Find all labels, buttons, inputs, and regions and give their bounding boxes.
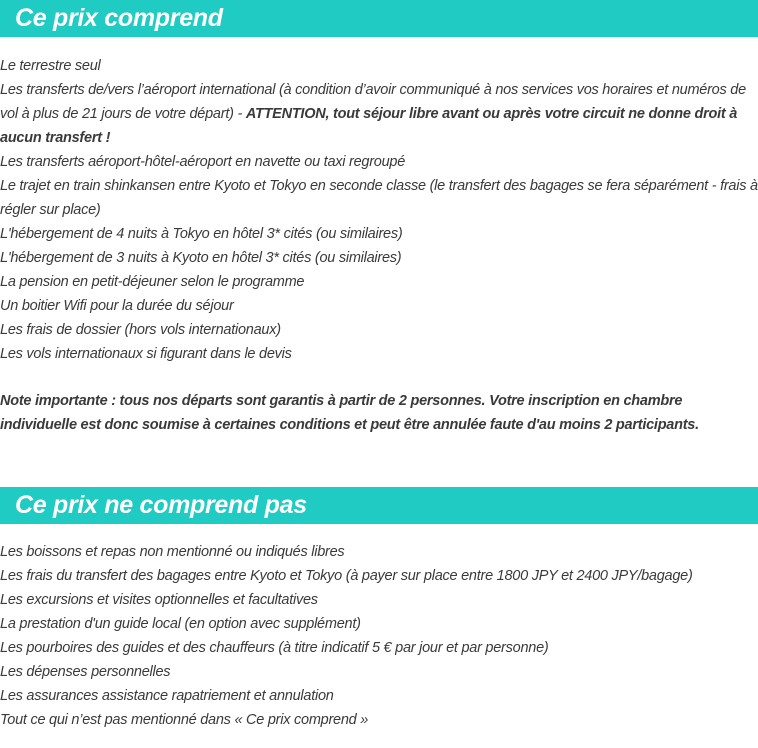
list-item: Un boitier Wifi pour la durée du séjour [0, 298, 234, 314]
list-item-text: Les transferts de/vers l’aéroport international (à condition d’avoir communiqué à nos services vos horaires et numéros de vol à plus de 21 jours de votre départ) - [0, 82, 746, 122]
section-title-excludes: Ce prix ne comprend pas [0, 487, 758, 524]
list-item: Les dépenses personnelles [0, 664, 171, 680]
includes-list [0, 54, 758, 366]
important-note: Note importante : tous nos départs sont garantis à partir de 2 personnes. Votre inscription en chambre individuelle est donc soumise à certaines conditions et peut être annulée faute d'au moins 2 participants. [0, 393, 699, 433]
list-item: Le terrestre seul [0, 58, 101, 74]
excludes-list [0, 540, 758, 732]
section-title-includes: Ce prix comprend [0, 0, 758, 37]
list-item: Les frais du transfert des bagages entre Kyoto et Tokyo (à payer sur place entre 1800 JPY et 2400 JPY/bagage) [0, 568, 693, 584]
list-item: Les frais de dossier (hors vols internationaux) [0, 322, 281, 338]
list-item: La prestation d'un guide local (en option avec supplément) [0, 616, 361, 632]
list-item: Les pourboires des guides et des chauffeurs (à titre indicatif 5 € par jour et par personne) [0, 640, 549, 656]
list-item [0, 78, 758, 150]
list-item: Les vols internationaux si figurant dans le devis [0, 346, 292, 362]
list-item: Tout ce qui n’est pas mentionné dans « Ce prix comprend » [0, 712, 369, 728]
list-item: L'hébergement de 3 nuits à Kyoto en hôtel 3* cités (ou similaires) [0, 250, 402, 266]
list-item: La pension en petit-déjeuner selon le programme [0, 274, 305, 290]
list-item: Les excursions et visites optionnelles et facultatives [0, 592, 318, 608]
list-item: Les transferts aéroport-hôtel-aéroport en navette ou taxi regroupé [0, 154, 406, 170]
list-item: Le trajet en train shinkansen entre Kyoto et Tokyo en seconde classe (le transfert des bagages se fera séparément - frais à régler sur place) [0, 178, 758, 218]
list-item: Les assurances assistance rapatriement et annulation [0, 688, 334, 704]
list-item: Les boissons et repas non mentionné ou indiqués libres [0, 544, 345, 560]
list-item: L'hébergement de 4 nuits à Tokyo en hôtel 3* cités (ou similaires) [0, 226, 403, 242]
transfer-warning: ATTENTION, tout séjour libre avant ou après votre circuit ne donne droit à aucun transfert ! [0, 106, 738, 146]
